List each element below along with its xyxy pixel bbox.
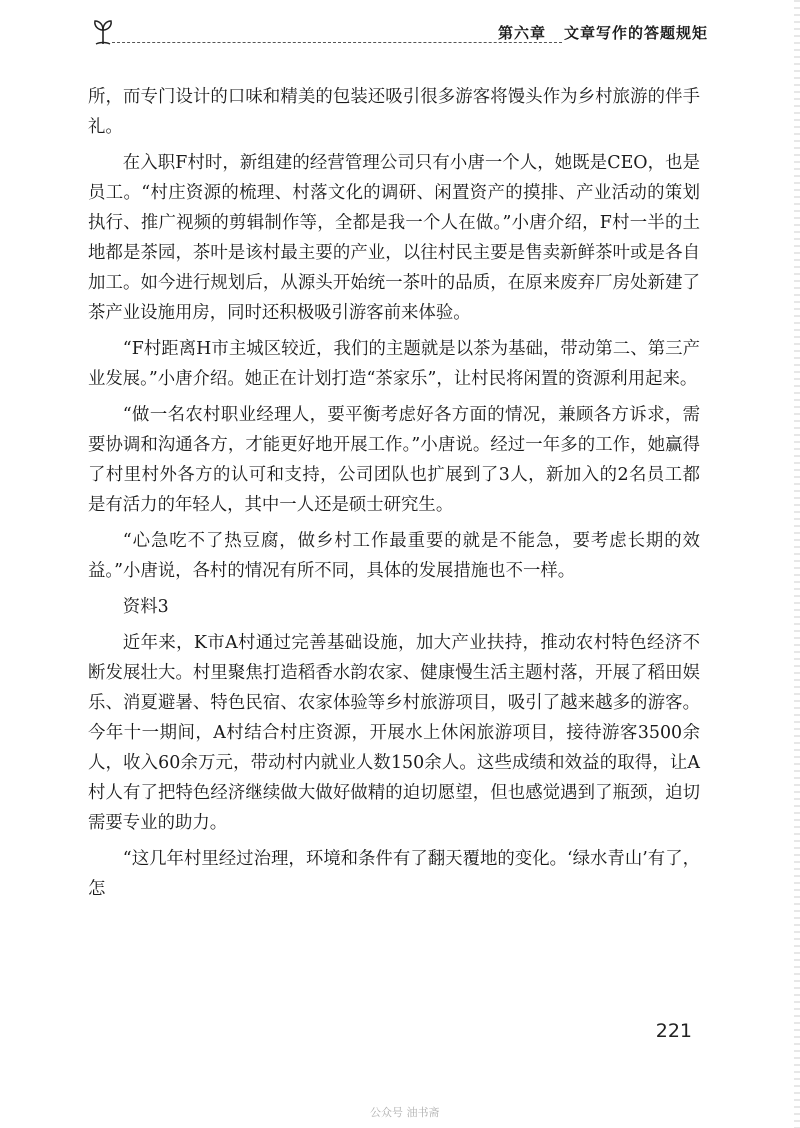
section-label: 资料3 [122, 597, 169, 617]
paragraph: “F村距离H市主城区较近，我们的主题就是以茶为基础，带动第二、第三产业发展。”小唐介绍。她正在计划打造“茶家乐”，让村民将闲置的资源利用起来。 [88, 339, 700, 389]
paragraph: “这几年村里经过治理，环境和条件有了翻天覆地的变化。‘绿水青山’有了，怎 [88, 849, 700, 899]
paragraph: “心急吃不了热豆腐，做乡村工作最重要的就是不能急，要考虑长期的效益。”小唐说，各村的情况有所不同，具体的发展措施也不一样。 [88, 531, 700, 581]
page-header [88, 14, 708, 48]
paragraph: 近年来，K市A村通过完善基础设施，加大产业扶持，推动农村特色经济不断发展壮大。村里聚焦打造稻香水韵农家、健康慢生活主题村落，开展了稻田娱乐、消夏避暑、特色民宿、农家体验等乡村旅游项目，吸引了越来越多的游客。今年十一期间，A村结合村庄资源，开展水上休闲旅游项目，接待游客3500余人，收入60余万元，带动村内就业人数150余人。这些成绩和效益的取得，让A村人有了把特色经济继续做大做好做精的迫切愿望，但也感觉遇到了瓶颈，迫切需要专业的助力。 [88, 633, 700, 833]
paragraph: 在入职F村时，新组建的经营管理公司只有小唐一个人，她既是CEO，也是员工。“村庄资源的梳理、村落文化的调研、闲置资产的摸排、产业活动的策划执行、推广视频的剪辑制作等，全都是我一个人在做。”小唐介绍，F村一半的土地都是茶园，茶叶是该村最主要的产业，以往村民主要是售卖新鲜茶叶或是各自加工。如今进行规划后，从源头开始统一茶叶的品质，在原来废弃厂房处新建了茶产业设施用房，同时还积极吸引游客前来体验。 [88, 153, 700, 323]
scan-edge [794, 0, 800, 1128]
watermark: 公众号 油书斋 [370, 1106, 440, 1119]
body-text [88, 82, 700, 910]
chapter-heading [498, 22, 708, 43]
paragraph: 所，而专门设计的口味和精美的包装还吸引很多游客将馒头作为乡村旅游的伴手礼。 [88, 87, 700, 137]
paragraph: “做一名农村职业经理人，要平衡考虑好各方面的情况，兼顾各方诉求，需要协调和沟通各方，才能更好地开展工作。”小唐说。经过一年多的工作，她赢得了村里村外各方的认可和支持，公司团队也扩展到了3人，新加入的2名员工都是有活力的年轻人，其中一人还是硕士研究生。 [88, 405, 700, 515]
header-divider [112, 42, 562, 43]
chapter-number: 第六章 [497, 24, 546, 42]
chapter-title: 文章写作的答题规矩 [563, 24, 708, 42]
page-number: 221 [655, 1020, 692, 1042]
